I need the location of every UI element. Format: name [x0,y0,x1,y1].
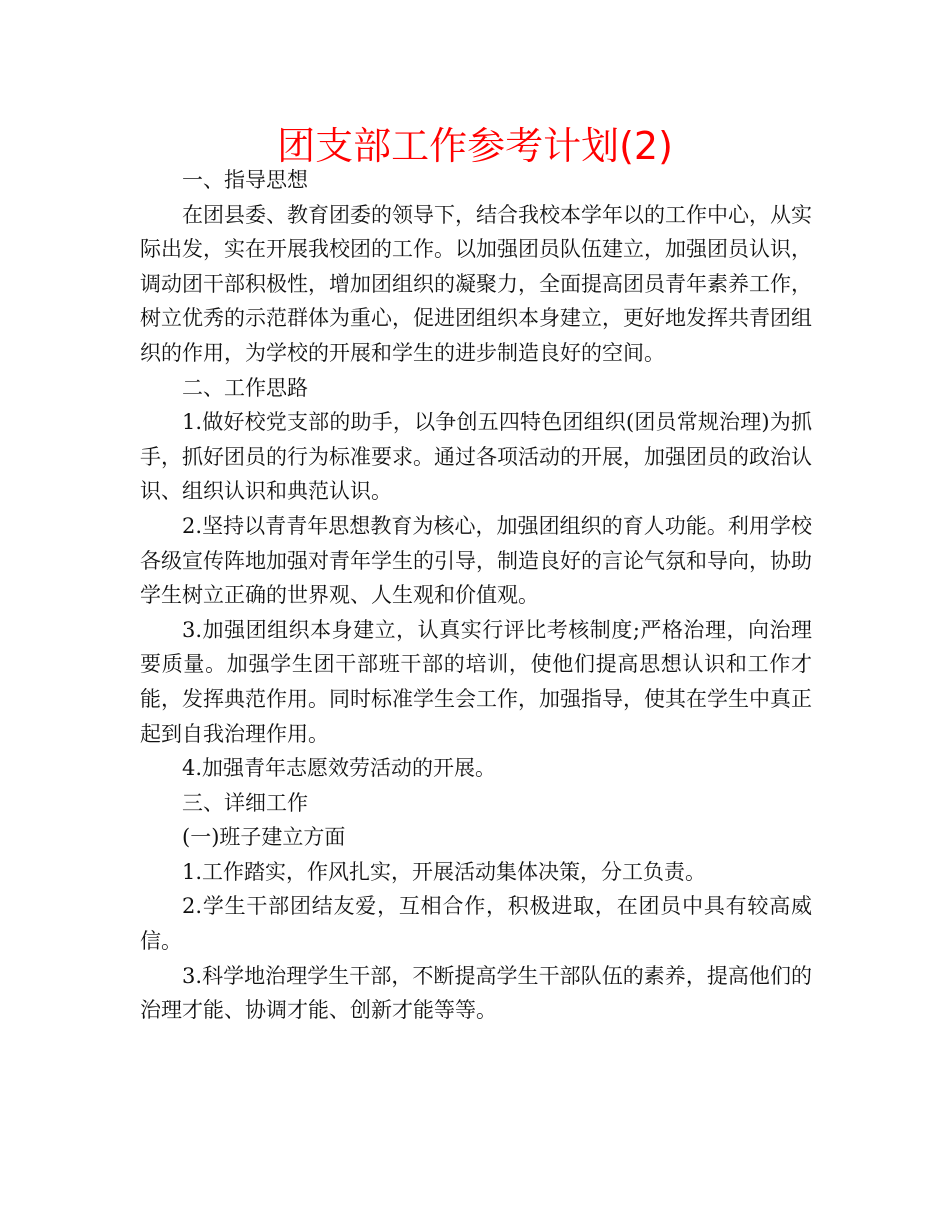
section-heading-detailed-work: 三、详细工作 [182,790,308,815]
document-body [140,163,812,1028]
list-item: 2.学生干部团结友爱，互相合作，积极进取，在团员中具有较高威信。 [140,894,812,954]
list-item: 4.加强青年志愿效劳活动的开展。 [182,756,497,781]
section-heading-work-approach: 二、工作思路 [182,375,308,400]
list-item: 1.做好校党支部的助手，以争创五四特色团组织(团员常规治理)为抓手，抓好团员的行为标准要求。通过各项活动的开展，加强团员的政治认识、组织认识和典范认识。 [140,410,812,504]
list-item: 3.科学地治理学生干部，不断提高学生干部队伍的素养，提高他们的治理才能、协调才能、创新才能等等。 [140,963,812,1023]
paragraph: 在团县委、教育团委的领导下，结合我校本学年以的工作中心，从实际出发，实在开展我校团的工作。以加强团员队伍建立，加强团员认识，调动团干部积极性，增加团组织的凝聚力，全面提高团员青年素养工作，树立优秀的示范群体为重心，促进团组织本身建立，更好地发挥共青团组织的作用，为学校的开展和学生的进步制造良好的空间。 [140,202,812,365]
document-title: 团支部工作参考计划(2) [277,124,673,168]
list-item: 1.工作踏实，作风扎实，开展活动集体决策，分工负责。 [182,859,707,884]
list-item: 3.加强团组织本身建立，认真实行评比考核制度;严格治理，向治理要质量。加强学生团干部班干部的培训，使他们提高思想认识和工作才能，发挥典范作用。同时标准学生会工作，加强指导，使其在学生中真正起到自我治理作用。 [140,617,812,746]
subsection-heading: (一)班子建立方面 [182,825,346,850]
section-heading-guiding-thought: 一、指导思想 [182,168,308,192]
list-item: 2.坚持以青青年思想教育为核心，加强团组织的育人功能。利用学校各级宣传阵地加强对青年学生的引导，制造良好的言论气氛和导向，协助学生树立正确的世界观、人生观和价值观。 [140,513,812,608]
